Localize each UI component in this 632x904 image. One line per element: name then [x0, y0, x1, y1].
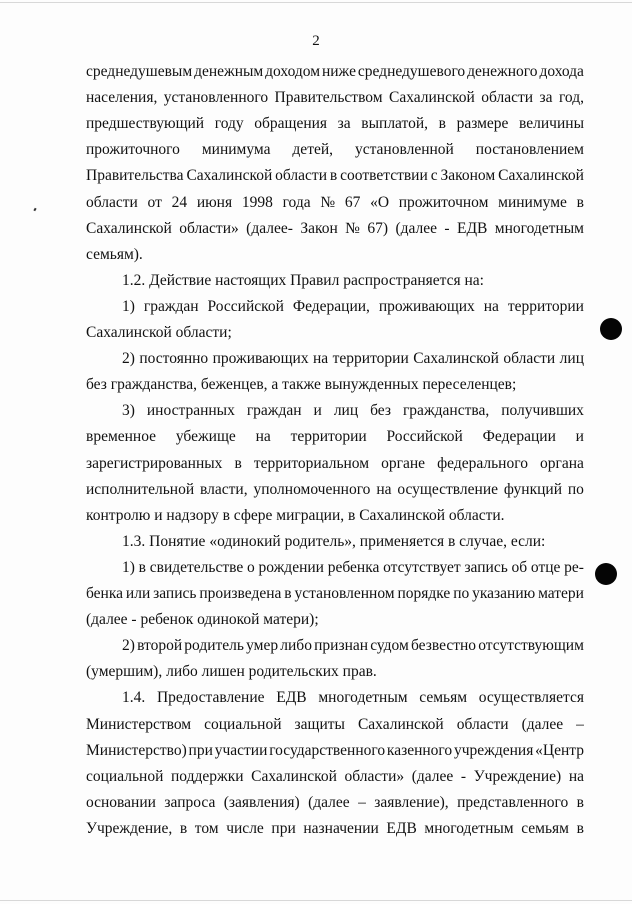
text-line: 2) второй родитель умер либо признан судом безвестно отсутствующим	[122, 637, 584, 655]
text-line: 3) иностранных граждан и лиц без гражданства, получивших	[122, 402, 584, 420]
punch-hole-bottom	[595, 563, 617, 585]
text-line: Учреждение, в том числе при назначении ЕДВ многодетным семьям в	[86, 819, 584, 837]
text-line: 1) в свидетельстве о рождении ребенка отсутствует запись об отце ре-	[122, 558, 584, 576]
text-line: области от 24 июня 1998 года № 67 «О прожиточном минимуме в	[86, 193, 584, 211]
text-line: Сахалинской области;	[86, 324, 232, 341]
scan-edge-bottom	[0, 900, 632, 901]
text-line: 1.3. Понятие «одинокий родитель», применяется в случае, если:	[122, 532, 546, 550]
text-line: временное убежище на территории Российской Федерации и	[86, 428, 584, 446]
page-number: 2	[312, 33, 320, 49]
text-line: 1) граждан Российской Федерации, проживающих на территории	[122, 297, 584, 315]
text-line: основании запроса (заявления) (далее – заявление), представленного в	[86, 793, 584, 811]
text-line: 1.2. Действие настоящих Правил распространяется на:	[122, 271, 484, 289]
text-line: социальной поддержки Сахалинской области» (далее - Учреждение) на	[86, 767, 584, 785]
scan-edge-top	[0, 2, 632, 3]
text-line: Правительства Сахалинской области в соответствии с Законом Сахалинской	[86, 167, 584, 185]
text-line: Министерством социальной защиты Сахалинской области (далее –	[86, 715, 584, 733]
text-line: прожиточного минимума детей, установленной постановлением	[86, 141, 584, 159]
text-line: предшествующий году обращения за выплатой, в размере величины	[86, 115, 584, 133]
text-line: контролю и надзору в сфере миграции, в Сахалинской области.	[86, 506, 505, 524]
text-line: населения, установленного Правительством Сахалинской области за год,	[86, 89, 584, 107]
text-line: (умершим), либо лишен родительских прав.	[86, 663, 377, 681]
text-line: исполнительной власти, уполномоченного на осуществление функций по	[86, 480, 584, 498]
text-line: семьям).	[86, 245, 143, 263]
text-line: Сахалинской области» (далее- Закон № 67) (далее - ЕДВ многодетным	[86, 219, 584, 237]
text-line: 2) постоянно проживающих на территории Сахалинской области лиц	[122, 350, 584, 368]
text-line: бенка или запись произведена в установленном порядке по указанию матери	[86, 585, 584, 602]
text-line: среднедушевым денежным доходом ниже среднедушевого денежного дохода	[86, 63, 584, 80]
scan-speck	[33, 208, 36, 212]
text-line: зарегистрированных в территориальном органе федерального органа	[86, 454, 584, 472]
text-line: 1.4. Предоставление ЕДВ многодетным семьям осуществляется	[122, 689, 584, 707]
punch-hole-top	[600, 318, 622, 340]
text-line: (далее - ребенок одинокой матери);	[86, 611, 319, 629]
text-line: без гражданства, беженцев, а также вынужденных переселенцев;	[86, 376, 517, 394]
text-line: Министерство) при участии государственного казенного учреждения «Центр	[86, 741, 584, 759]
